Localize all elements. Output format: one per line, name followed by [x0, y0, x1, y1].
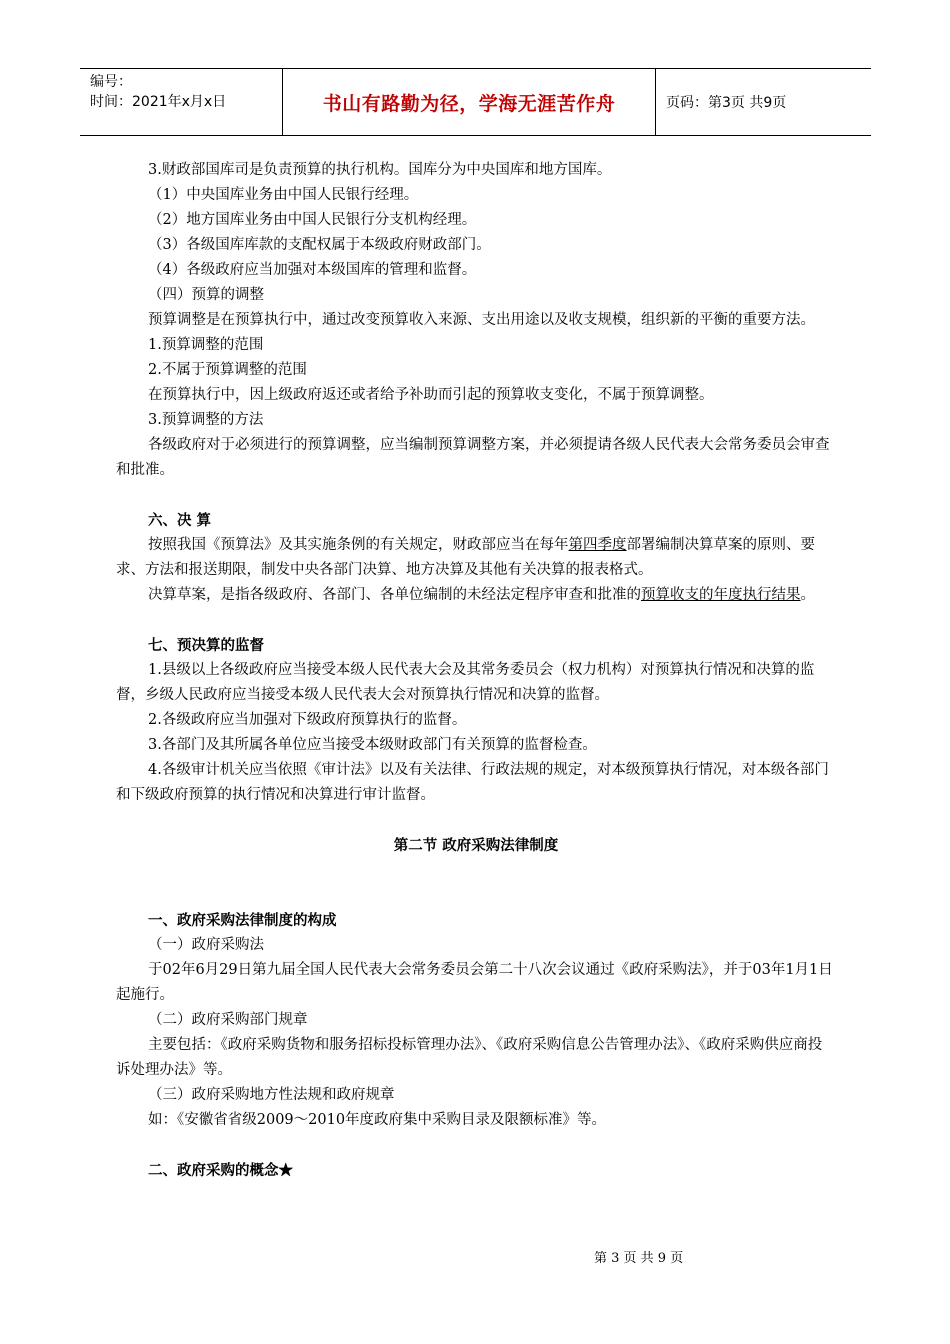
paragraph: 1.县级以上各级政府应当接受本级人民代表大会及其常务委员会（权力机构）对预算执行情况和决算的监督，乡级人民政府应当接受本级人民代表大会对预算执行情况和决算的监督。 [116, 662, 815, 703]
document-body [116, 158, 836, 1183]
paragraph: （3）各级国库库款的支配权属于本级政府财政部门。 [148, 237, 491, 253]
underlined-text: 预算收支的年度执行结果 [641, 587, 801, 603]
subheading: （四）预算的调整 [148, 287, 264, 303]
paragraph: 4.各级审计机关应当依照《审计法》以及有关法律、行政法规的规定，对本级预算执行情况，对本级各部门和下级政府预算的执行情况和决算进行审计监督。 [116, 762, 829, 803]
paragraph: 2.各级政府应当加强对下级政府预算执行的监督。 [148, 712, 467, 728]
number-label: 编号： [90, 74, 132, 90]
header-meta [80, 69, 283, 135]
paragraph: 如：《安徽省省级2009～2010年度政府集中采购目录及限额标准》等。 [148, 1112, 607, 1128]
paragraph [116, 583, 836, 608]
paragraph: 1.预算调整的范围 [148, 337, 264, 353]
subheading: （一）政府采购法 [148, 937, 264, 953]
heading-2: 二、政府采购的概念★ [148, 1162, 293, 1179]
page-footer: 第 3 页 共 9 页 [594, 1251, 684, 1266]
header-page-label: 页码：第3页 共9页 [666, 95, 787, 111]
underlined-text: 第四季度 [568, 537, 627, 553]
text: 按照我国《预算法》及其实施条例的有关规定，财政部应当在每年 [148, 537, 569, 553]
heading-6: 六、决 算 [148, 512, 212, 529]
paragraph: 3.各部门及其所属各单位应当接受本级财政部门有关预算的监督检查。 [148, 737, 597, 753]
page-header [80, 68, 871, 136]
section-title: 第二节 政府采购法律制度 [393, 837, 559, 854]
header-motto: 书山有路勤为径，学海无涯苦作舟 [283, 69, 656, 135]
paragraph: 于02年6月29日第九届全国人民代表大会常务委员会第二十八次会议通过《政府采购法》，并于03年1月1日起施行。 [116, 962, 833, 1003]
paragraph: （2）地方国库业务由中国人民银行分支机构经理。 [148, 212, 477, 228]
text: 。 [800, 587, 815, 603]
paragraph: （4）各级政府应当加强对本级国库的管理和监督。 [148, 262, 477, 278]
heading-7: 七、预决算的监督 [148, 637, 264, 654]
paragraph: 预算调整是在预算执行中，通过改变预算收入来源、支出用途以及收支规模，组织新的平衡的重要方法。 [148, 312, 815, 328]
paragraph: 在预算执行中，因上级政府返还或者给予补助而引起的预算收支变化，不属于预算调整。 [148, 387, 714, 403]
text: 决算草案，是指各级政府、各部门、各单位编制的未经法定程序审查和批准的 [148, 587, 641, 603]
paragraph [116, 533, 836, 583]
paragraph: 3.预算调整的方法 [148, 412, 264, 428]
paragraph: 主要包括：《政府采购货物和服务招标投标管理办法》、《政府采购信息公告管理办法》、《政府采购供应商投诉处理办法》等。 [116, 1037, 823, 1078]
heading-1: 一、政府采购法律制度的构成 [148, 912, 337, 929]
text: 部署编制决算草案的原则、要求、方法和报送期限，制发中央各部门决算、地方决算及其他有关决算的报表格式。 [116, 537, 815, 578]
subheading: （三）政府采购地方性法规和政府规章 [148, 1087, 395, 1103]
paragraph: 2.不属于预算调整的范围 [148, 362, 307, 378]
paragraph: 3.财政部国库司是负责预算的执行机构。国库分为中央国库和地方国库。 [148, 162, 612, 178]
subheading: （二）政府采购部门规章 [148, 1012, 308, 1028]
time-label: 时间：2021年x月x日 [90, 94, 227, 110]
paragraph: 各级政府对于必须进行的预算调整，应当编制预算调整方案，并必须提请各级人民代表大会常务委员会审查和批准。 [116, 437, 830, 478]
paragraph: （1）中央国库业务由中国人民银行经理。 [148, 187, 419, 203]
